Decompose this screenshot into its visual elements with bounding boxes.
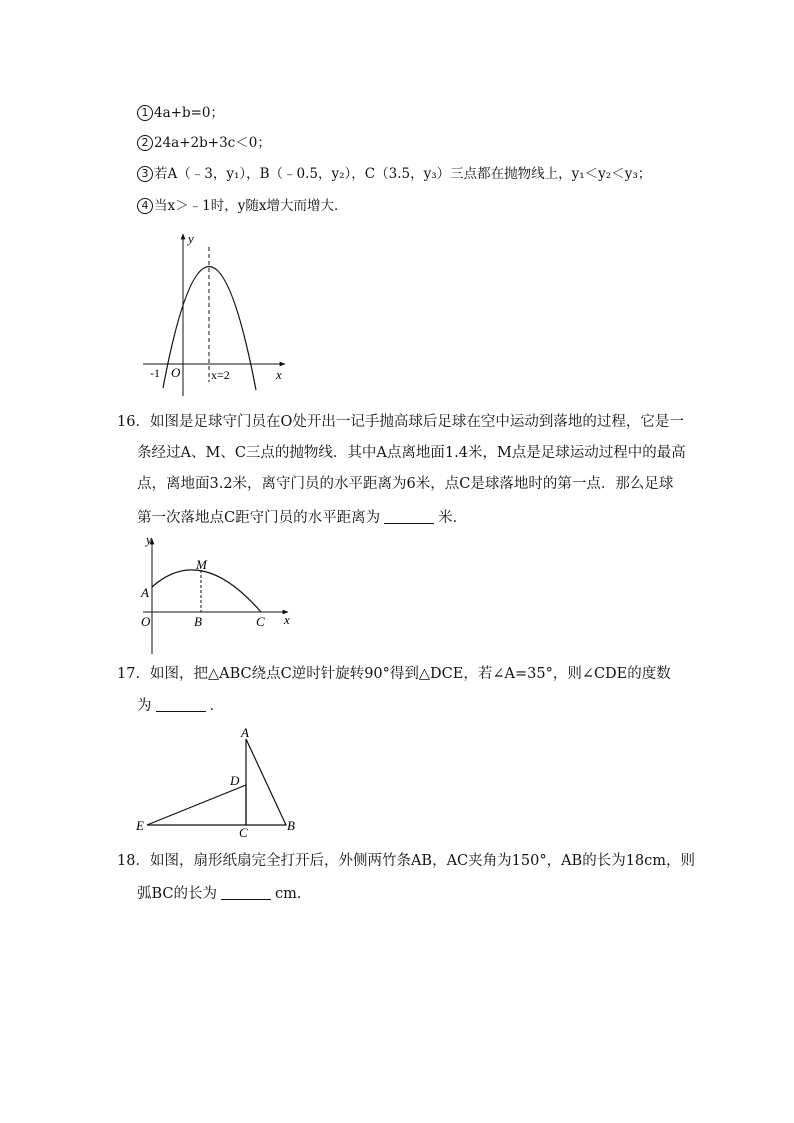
statement-text: 当x＞﹣1时，y随x增大而增大．	[154, 198, 348, 214]
point-d-label: D	[230, 773, 240, 788]
q18-text: 如图，扇形纸扇完全打开后，外侧两竹条AB，AC夹角为150°，AB的长为18cm，则	[149, 853, 696, 869]
q17-triangle-graph	[133, 724, 308, 839]
q15-statement-4	[137, 196, 347, 216]
q15-statement-2	[137, 133, 271, 153]
triangle-abc	[246, 739, 286, 825]
q16-trajectory-graph	[138, 533, 298, 655]
question-number: 17．	[117, 666, 150, 682]
answer-blank[interactable]	[221, 885, 271, 900]
q15-statement-1	[137, 103, 224, 123]
question-number: 18．	[117, 853, 150, 869]
triangle-dce	[147, 785, 246, 825]
q16-line-2: 条经过A、M、C三点的抛物线．其中A点离地面1.4米，M点是足球运动过程中的最高	[137, 445, 686, 461]
answer-blank[interactable]	[384, 509, 434, 524]
circled-number: 3	[137, 166, 153, 182]
q16-line-1	[117, 407, 684, 438]
point-c-label: C	[256, 614, 265, 629]
q15-statement-3	[137, 164, 651, 184]
y-axis-label: y	[146, 532, 152, 547]
q18-line-2	[137, 879, 311, 910]
circled-number: 1	[137, 105, 153, 121]
q16-tail: 米．	[438, 510, 468, 526]
statement-text: 若A（﹣3，y₁），B（﹣0.5，y₂），C（3.5，y₃）三点都在抛物线上，y₁＜y₂＜y₃；	[154, 166, 652, 182]
origin-label: O	[171, 365, 181, 380]
q18-tail: cm．	[275, 886, 312, 902]
statement-text: 4a+b=0；	[154, 105, 224, 121]
point-m-label: M	[196, 557, 207, 572]
point-c-label: C	[239, 825, 248, 840]
point-a-label: A	[241, 725, 249, 740]
neg-one-label: -1	[150, 366, 160, 380]
circled-number: 2	[137, 135, 153, 151]
x-axis-label: x	[276, 367, 282, 382]
point-e-label: E	[136, 818, 144, 833]
point-b-label: B	[194, 614, 202, 629]
q17-text: 为	[137, 698, 152, 714]
q16-line-3: 点，离地面3.2米，离守门员的水平距离为6米，点C是球落地时的第一点．那么足球	[137, 476, 674, 492]
q17-line-2	[137, 691, 224, 722]
q17-tail: ．	[209, 698, 224, 714]
q18-line-1	[117, 846, 695, 877]
q16-text: 如图是足球守门员在O处开出一记手抛高球后足球在空中运动到落地的过程，它是一	[149, 414, 684, 430]
question-number: 16．	[117, 414, 150, 430]
trajectory-curve	[152, 570, 261, 612]
q17-line-1	[117, 659, 671, 690]
point-o-label: O	[141, 614, 151, 629]
circled-number: 4	[137, 198, 153, 214]
q16-text: 第一次落地点C距守门员的水平距离为	[137, 510, 381, 526]
q15-parabola-graph	[140, 228, 290, 398]
y-axis-label: y	[188, 231, 194, 246]
symmetry-label: x=2	[211, 368, 230, 382]
point-a-label: A	[141, 585, 149, 600]
point-b-label: B	[287, 818, 295, 833]
x-axis-label: x	[284, 612, 290, 627]
q18-text: 弧BC的长为	[137, 886, 218, 902]
q16-line-4	[137, 503, 467, 534]
answer-blank[interactable]	[156, 697, 206, 712]
statement-text: 24a+2b+3c＜0；	[154, 135, 271, 151]
q17-text: 如图，把△ABC绕点C逆时针旋转90°得到△DCE，若∠A=35°，则∠CDE的度数	[149, 666, 671, 682]
